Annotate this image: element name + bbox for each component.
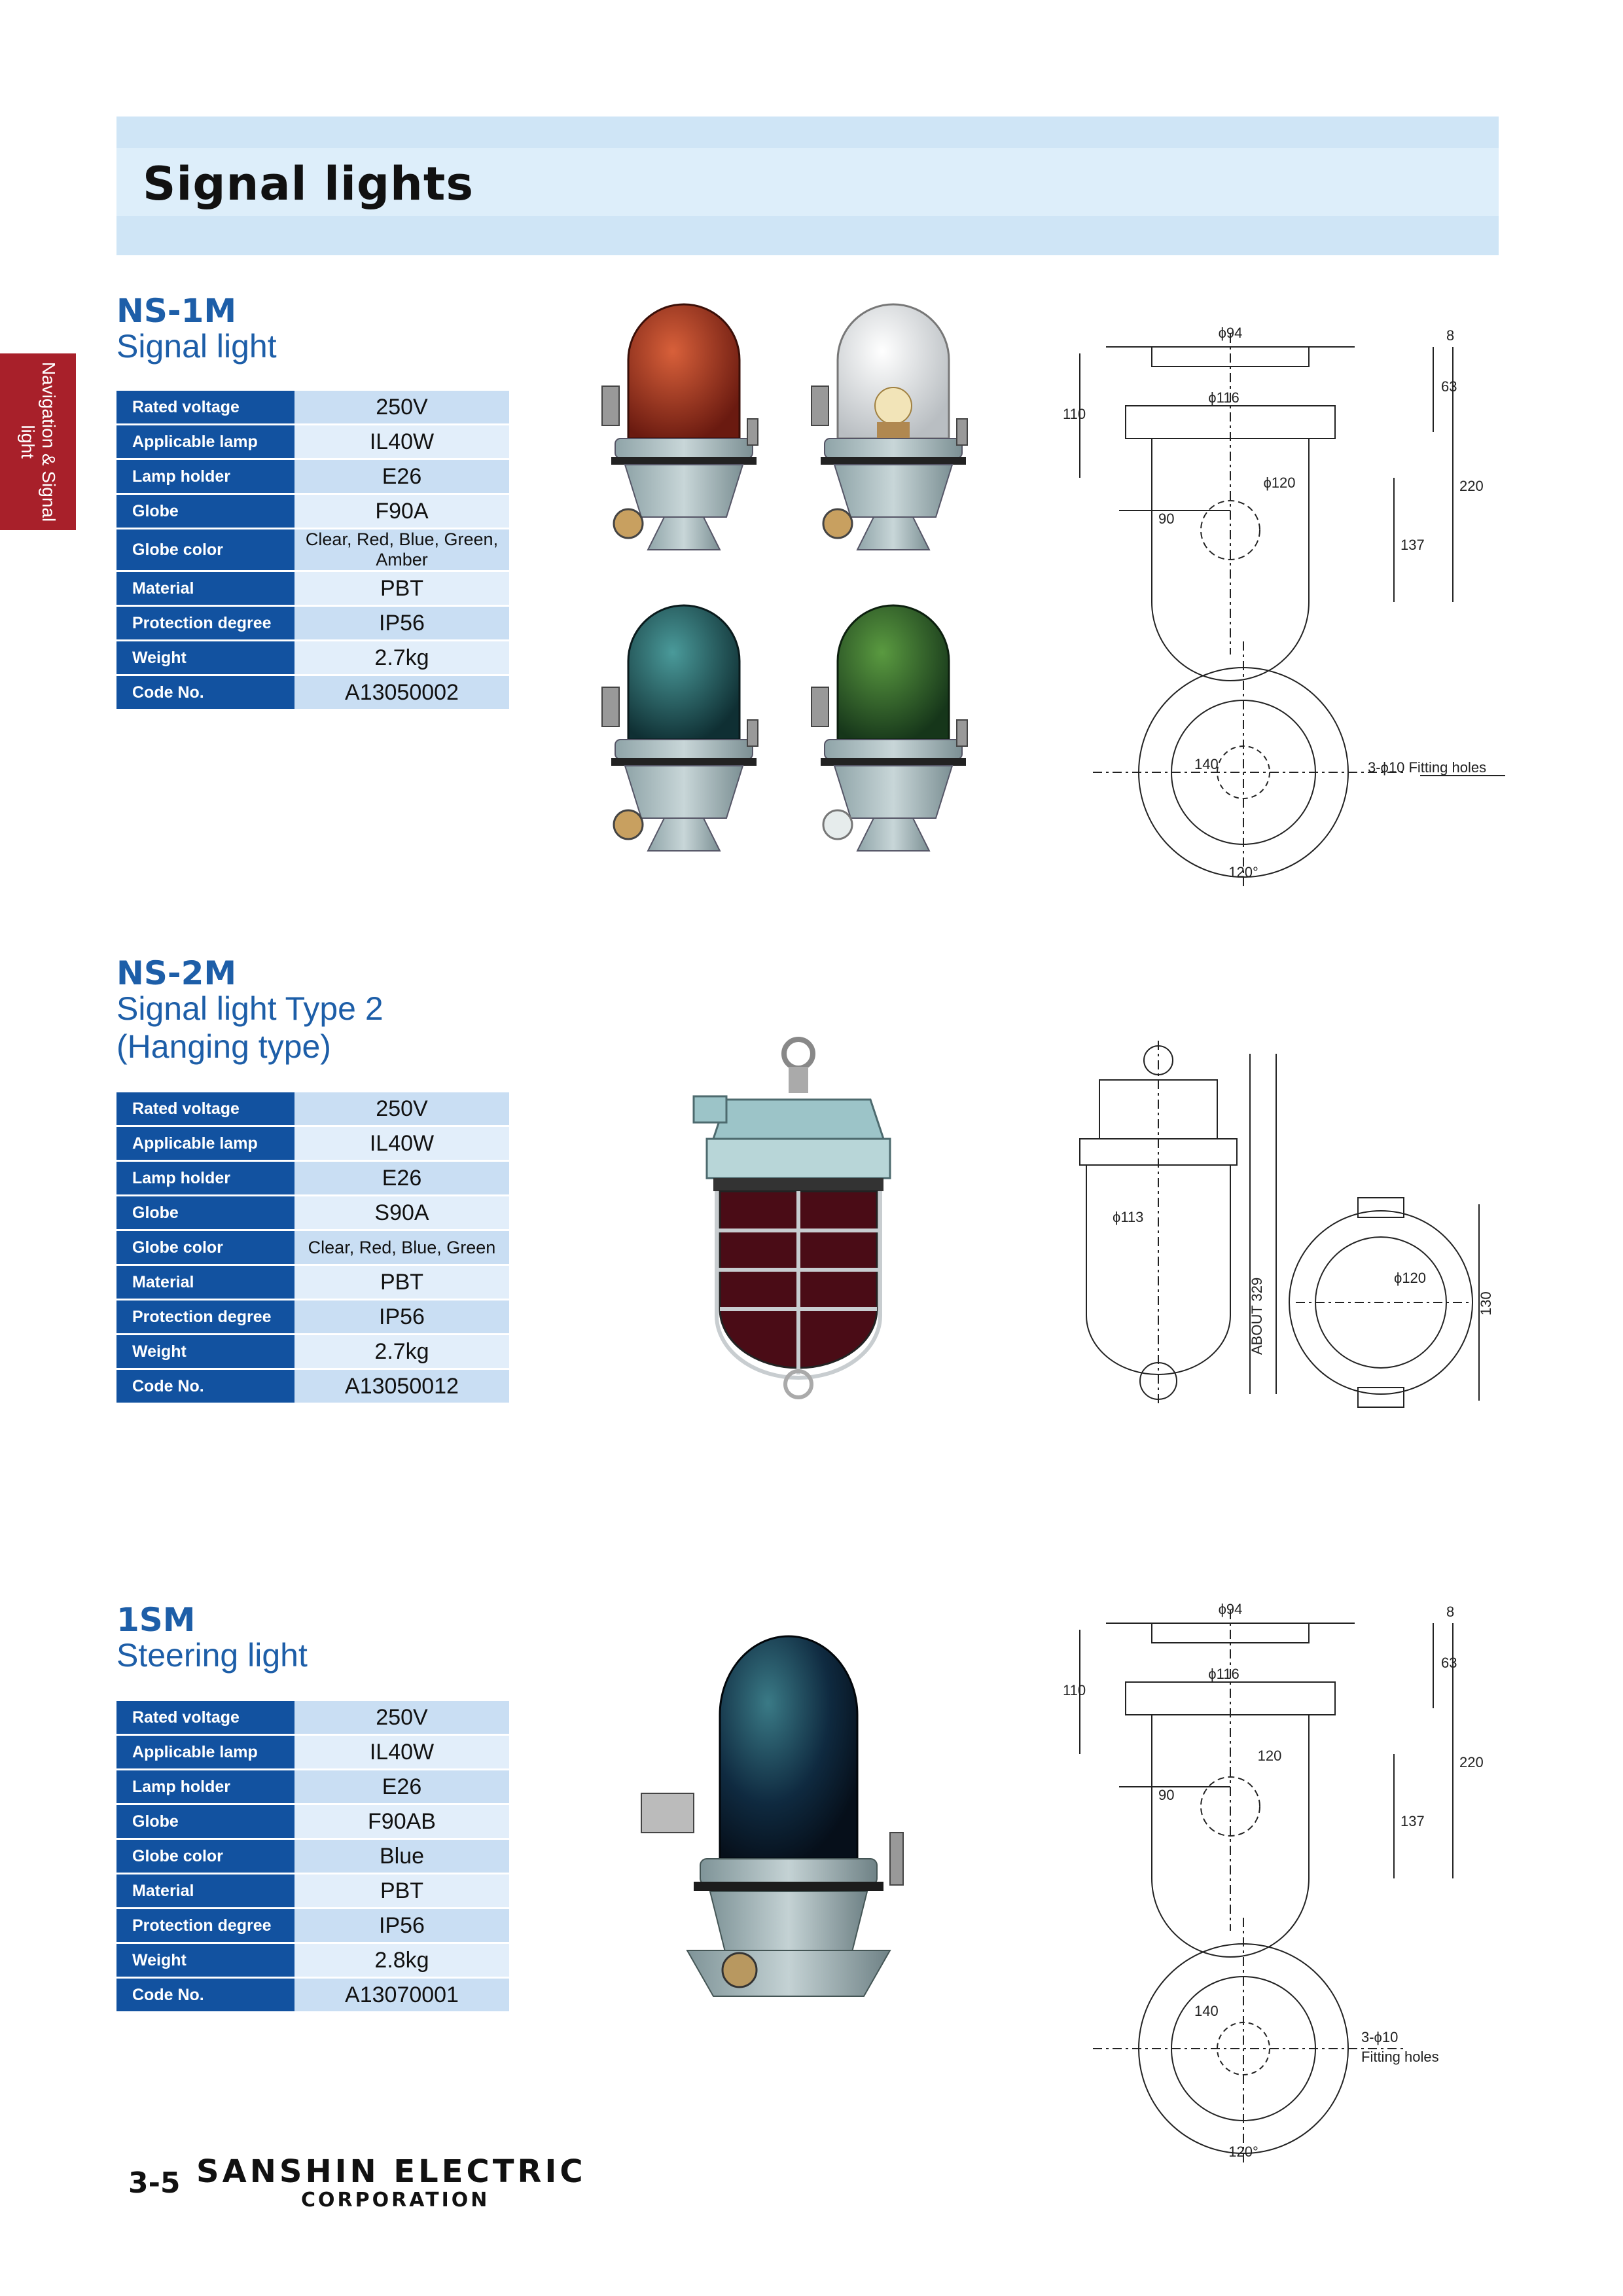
product-photo-1sm [628,1617,942,2022]
spec-value: A13070001 [294,1979,509,2011]
spec-row [116,1370,509,1403]
spec-row [116,1335,509,1368]
spec-value: Clear, Red, Blue, Green, Amber [294,529,509,570]
spec-value: 2.8kg [294,1944,509,1977]
spec-label: Weight [116,1944,294,1977]
spec-label: Material [116,1874,294,1907]
product-photo-ns-2m [681,1034,916,1401]
spec-row [116,1909,509,1942]
spec-row [116,1231,509,1264]
product-code-1sm: 1SM [116,1601,196,1639]
section-side-tab-label: Navigation & Signal light [18,361,59,522]
spec-value: 2.7kg [294,1335,509,1368]
spec-label: Rated voltage [116,1092,294,1125]
spec-row [116,1944,509,1977]
title-band-stripe-top [116,117,1499,148]
spec-row [116,607,509,639]
light-blue [602,605,758,851]
dim-label: 110 [1063,1682,1086,1698]
spec-value: E26 [294,1162,509,1194]
dim-label: 90 [1158,511,1175,527]
dim-label: ϕ116 [1208,389,1240,406]
technical-drawing-1sm [1054,1590,1512,2166]
dim-label: 63 [1441,378,1457,395]
spec-row [116,529,509,570]
spec-value: 250V [294,1701,509,1734]
spec-label: Applicable lamp [116,1736,294,1768]
spec-row [116,1840,509,1873]
dim-label: ϕ120 [1394,1270,1427,1286]
fitting-holes-label: 3-ϕ10 Fitting holes [1368,759,1487,776]
dim-label: 8 [1446,327,1455,344]
spec-value: 2.7kg [294,641,509,674]
page-number: 3-5 [128,2166,181,2200]
dim-label: ϕ120 [1263,475,1296,491]
spec-row [116,1300,509,1333]
spec-label: Globe color [116,1231,294,1264]
spec-value: Clear, Red, Blue, Green [294,1231,509,1264]
light-green [812,605,967,851]
spec-value: S90A [294,1196,509,1229]
spec-label: Weight [116,1335,294,1368]
spec-label: Rated voltage [116,391,294,423]
spec-label: Protection degree [116,1909,294,1942]
spec-value: IL40W [294,425,509,458]
dim-label: 90 [1158,1787,1175,1803]
spec-row [116,641,509,674]
dim-label: 120 [1257,1748,1282,1764]
brand-logo-line2: CORPORATION [301,2189,490,2212]
light-red [602,304,758,550]
spec-value: A13050012 [294,1370,509,1403]
spec-value: PBT [294,1874,509,1907]
spec-label: Rated voltage [116,1701,294,1734]
spec-row [116,1196,509,1229]
spec-row [116,1701,509,1734]
spec-label: Code No. [116,1370,294,1403]
dim-label: 140 [1194,756,1219,772]
spec-label: Applicable lamp [116,1127,294,1160]
spec-value: A13050002 [294,676,509,709]
spec-label: Lamp holder [116,1162,294,1194]
dim-label: ϕ116 [1208,1666,1240,1682]
title-band-stripe-bottom [116,216,1499,255]
technical-drawing-ns-1m [1054,314,1512,890]
spec-row [116,495,509,528]
spec-label: Globe [116,495,294,528]
spec-label: Material [116,1266,294,1299]
spec-table-ns-2m [116,1090,509,1405]
product-name-1sm: Steering light [116,1637,308,1674]
dim-label: 120° [1228,864,1258,880]
spec-row [116,1736,509,1768]
spec-label: Applicable lamp [116,425,294,458]
section-side-tab[interactable] [0,353,76,530]
spec-row [116,1805,509,1838]
page-title: Signal lights [143,157,474,211]
spec-row [116,1092,509,1125]
spec-value: PBT [294,1266,509,1299]
fitting-holes-label-2: Fitting holes [1361,2049,1439,2065]
spec-row [116,425,509,458]
dim-label: ϕ94 [1218,1601,1243,1617]
spec-row [116,1770,509,1803]
spec-value: E26 [294,460,509,493]
spec-label: Lamp holder [116,1770,294,1803]
spec-label: Protection degree [116,1300,294,1333]
spec-label: Code No. [116,676,294,709]
spec-value: 250V [294,391,509,423]
spec-row [116,572,509,605]
spec-value: F90AB [294,1805,509,1838]
spec-row [116,1127,509,1160]
spec-label: Globe [116,1196,294,1229]
spec-value: F90A [294,495,509,528]
product-name-ns-2m-line2: (Hanging type) [116,1028,331,1065]
dim-label: 110 [1063,406,1086,422]
product-name-ns-1m: Signal light [116,328,277,365]
spec-value: 250V [294,1092,509,1125]
spec-table-1sm [116,1699,509,2013]
dim-label: 130 [1478,1291,1494,1316]
dim-label: 63 [1441,1655,1457,1671]
spec-label: Globe color [116,529,294,570]
spec-label: Protection degree [116,607,294,639]
dim-label: 137 [1400,537,1425,553]
spec-label: Weight [116,641,294,674]
spec-row [116,1979,509,2011]
spec-value: IP56 [294,607,509,639]
spec-value: IL40W [294,1736,509,1768]
spec-label: Material [116,572,294,605]
dim-label: 140 [1194,2003,1219,2019]
spec-label: Code No. [116,1979,294,2011]
brand-logo-line1: SANSHIN ELECTRIC [196,2153,586,2190]
dim-label: 8 [1446,1604,1455,1620]
spec-label: Lamp holder [116,460,294,493]
product-code-ns-1m: NS-1M [116,292,237,330]
spec-row [116,676,509,709]
dim-label: 120° [1228,2144,1258,2160]
dim-label: ABOUT 329 [1249,1277,1265,1355]
spec-table-ns-1m [116,389,509,711]
spec-label: Globe [116,1805,294,1838]
title-band [116,117,1499,255]
product-name-ns-2m-line1: Signal light Type 2 [116,990,383,1027]
spec-value: E26 [294,1770,509,1803]
spec-row [116,1874,509,1907]
dim-label: 137 [1400,1813,1425,1829]
product-code-ns-2m: NS-2M [116,954,237,992]
dim-label: ϕ94 [1218,325,1243,341]
spec-row [116,460,509,493]
fitting-holes-label: 3-ϕ10 [1361,2029,1399,2045]
dim-label: ϕ113 [1113,1209,1144,1225]
spec-value: PBT [294,572,509,605]
spec-label: Globe color [116,1840,294,1873]
spec-row [116,1162,509,1194]
dim-label: 220 [1459,478,1484,494]
technical-drawing-ns-2m [1060,1041,1518,1420]
spec-row [116,391,509,423]
spec-value: IP56 [294,1909,509,1942]
product-photo-ns-1m [582,281,1001,884]
spec-row [116,1266,509,1299]
spec-value: IP56 [294,1300,509,1333]
dim-label: 220 [1459,1754,1484,1770]
spec-value: IL40W [294,1127,509,1160]
spec-value: Blue [294,1840,509,1873]
light-clear [812,304,967,550]
